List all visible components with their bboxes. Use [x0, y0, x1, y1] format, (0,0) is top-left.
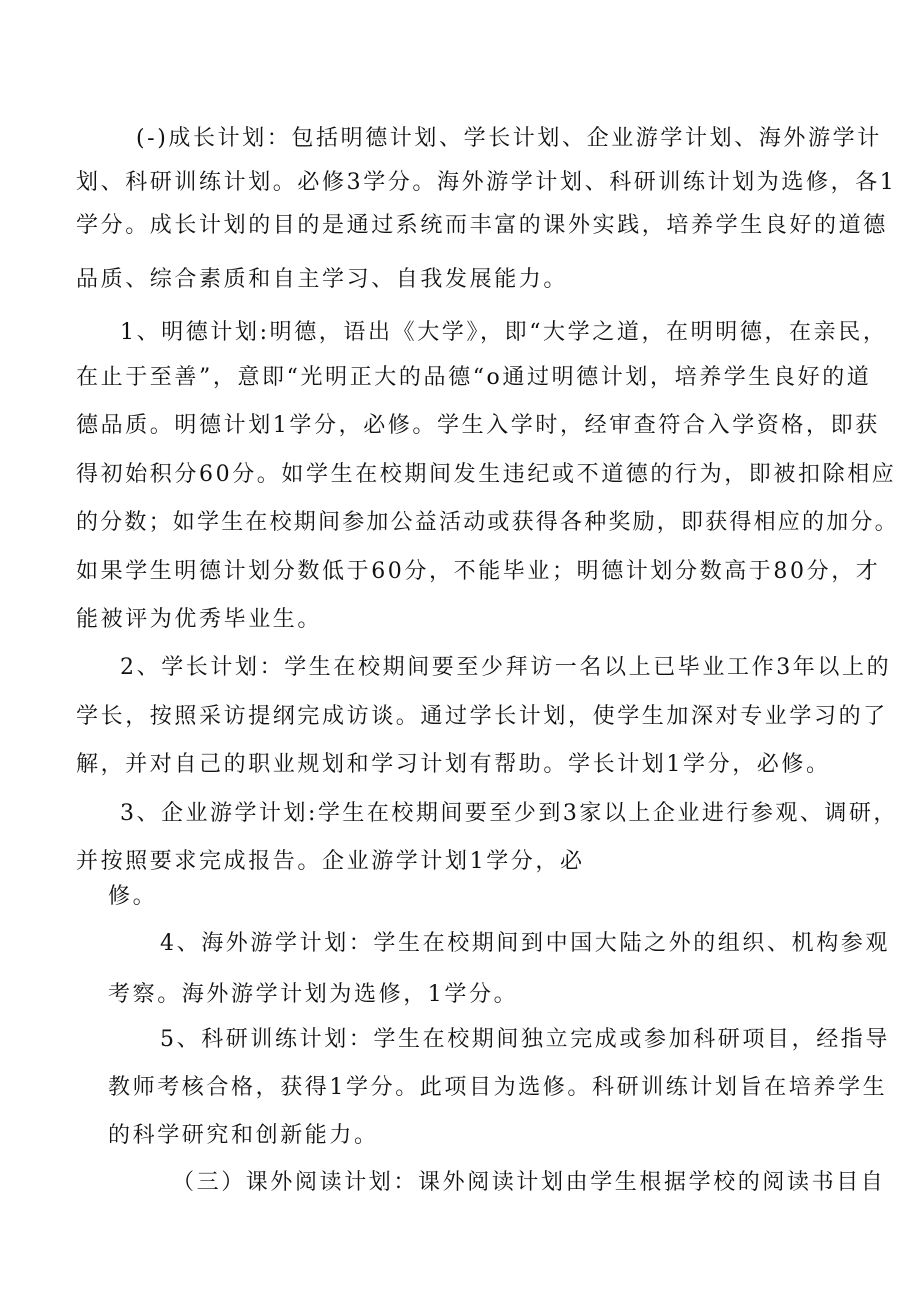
text-line: 教师考核合格，获得1学分。此项目为选修。科研训练计划旨在培养学生 — [108, 1075, 888, 1100]
text-line: 解，并对自己的职业规划和学习计划有帮助。学长计划1学分，必修。 — [76, 752, 831, 777]
text-line: 4、海外游学计划：学生在校期间到中国大陆之外的组织、机构参观 — [160, 931, 890, 956]
text-line: 得初始积分60分。如学生在校期间发生违纪或不道德的行为，即被扣除相应 — [76, 462, 897, 487]
text-line: （三）课外阅读计划：课外阅读计划由学生根据学校的阅读书目自 — [172, 1170, 886, 1195]
text-line: 1、明德计划:明德，语出《大学》，即“大学之道，在明明德，在亲民， — [120, 320, 888, 345]
text-line: 考察。海外游学计划为选修，1学分。 — [108, 982, 519, 1007]
text-line: 学分。成长计划的目的是通过系统而丰富的课外实践，培养学生良好的道德 — [76, 213, 888, 238]
text-line: 德品质。明德计划1学分，必修。学生入学时，经审查符合入学资格，即获 — [76, 413, 880, 438]
text-line: 的分数；如学生在校期间参加公益活动或获得各种奖励，即获得相应的加分。 — [76, 510, 899, 535]
text-line: 品质、综合素质和自主学习、自我发展能力。 — [76, 267, 569, 292]
text-line: 能被评为优秀毕业生。 — [76, 607, 323, 632]
text-line: 在止于至善”，意即“光明正大的品德“o通过明德计划，培养学生良好的道 — [76, 365, 872, 390]
text-line: 划、科研训练计划。必修3学分。海外游学计划、科研训练计划为选修，各1 — [76, 170, 897, 195]
text-line: 修。 — [108, 884, 158, 909]
text-line: (-)成长计划：包括明德计划、学长计划、企业游学计划、海外游学计 — [136, 126, 882, 151]
text-line: 的科学研究和创新能力。 — [108, 1123, 379, 1148]
text-line: 学长，按照采访提纲完成访谈。通过学长计划，使学生加深对专业学习的了 — [76, 704, 888, 729]
text-line: 5、科研训练计划：学生在校期间独立完成或参加科研项目，经指导 — [160, 1027, 890, 1052]
text-line: 2、学长计划：学生在校期间要至少拜访一名以上已毕业工作3年以上的 — [120, 655, 892, 680]
text-line: 如果学生明德计划分数低于60分，不能毕业；明德计划分数高于80分，才 — [76, 559, 881, 584]
text-line: 并按照要求完成报告。企业游学计划1学分，必 — [76, 849, 585, 874]
text-line: 3、企业游学计划:学生在校期间要至少到3家以上企业进行参观、调研， — [120, 801, 898, 826]
